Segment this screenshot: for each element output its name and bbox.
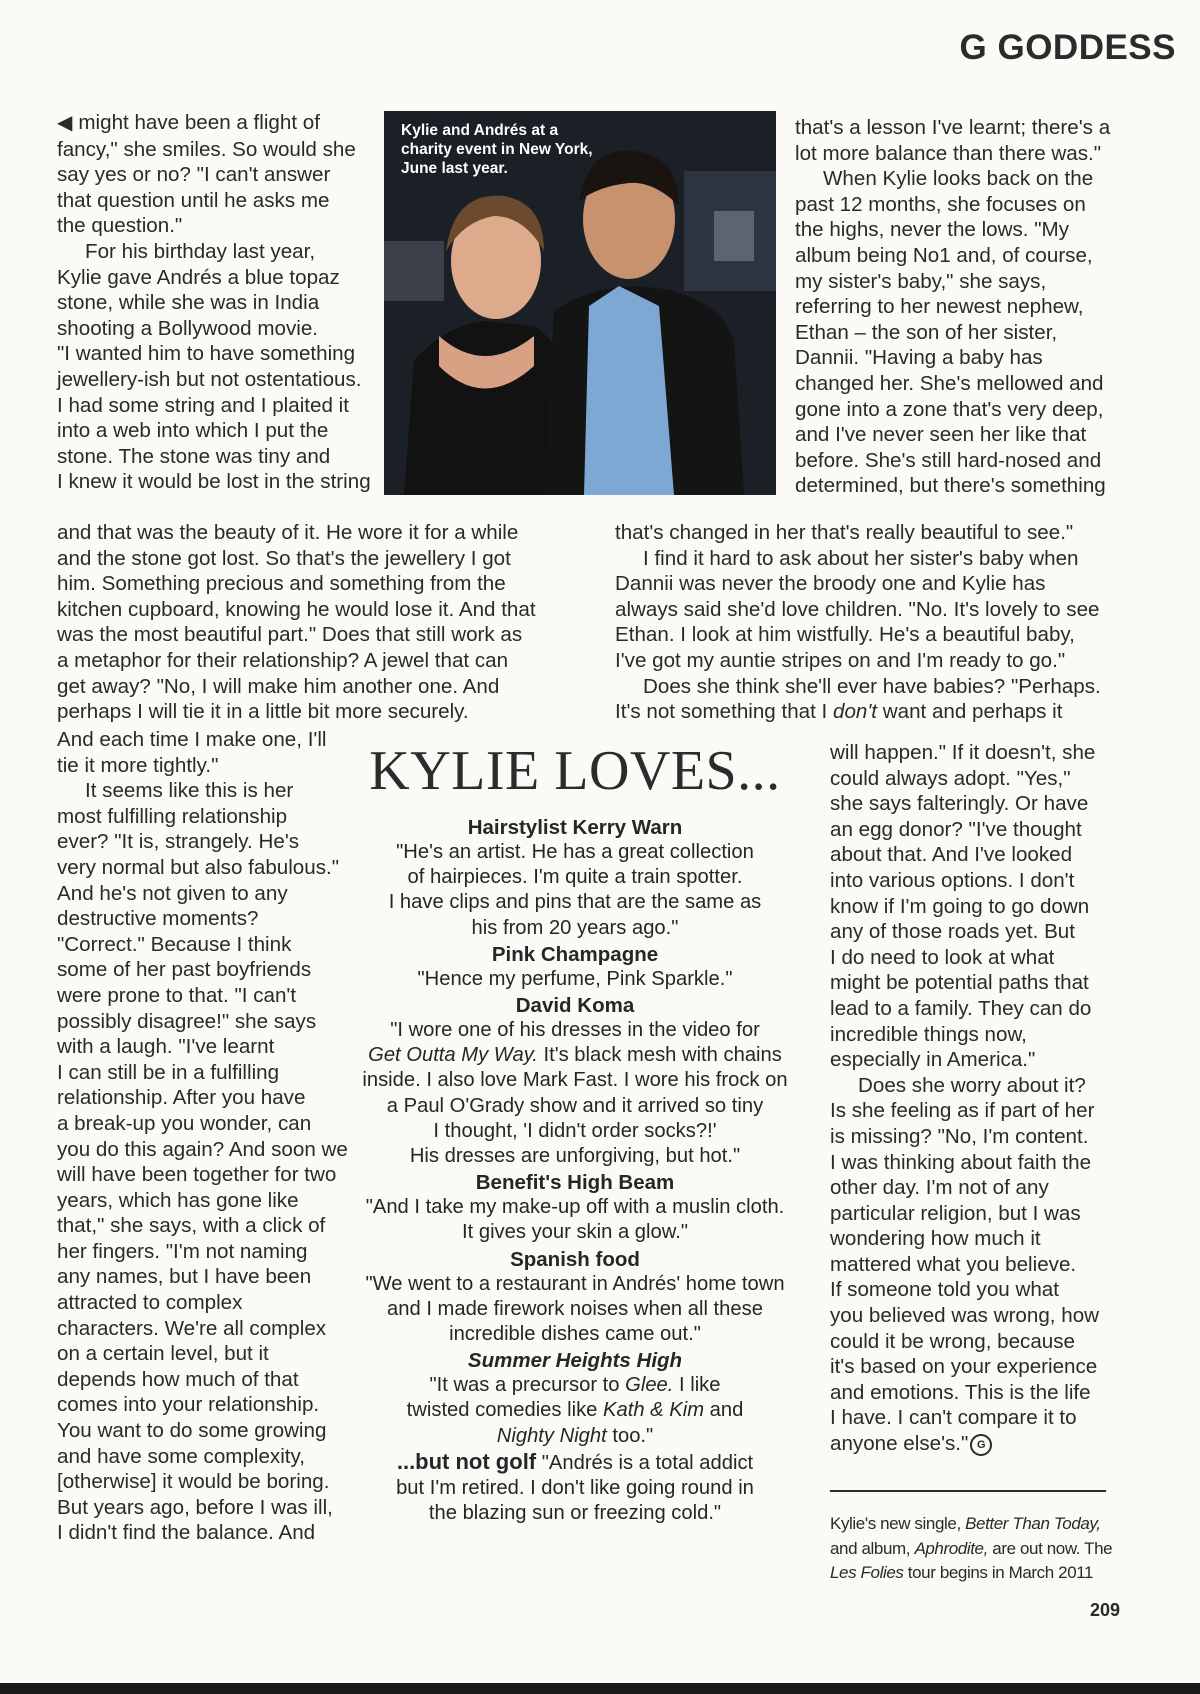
text-line: that question until he asks me <box>57 188 330 212</box>
text-line: I knew it would be lost in the string <box>57 470 371 494</box>
text-line: know if I'm going to go down <box>830 894 1090 918</box>
text-line: particular religion, but I was <box>830 1201 1081 1225</box>
text-line: I can still be in a fulfilling <box>57 1060 280 1084</box>
text-line: For his birthday last year, <box>85 239 316 263</box>
column1-top <box>57 110 375 495</box>
item-text: "And I take my make-up off with a muslin cloth. <box>365 1196 785 1219</box>
text-line: some of her past boyfriends <box>57 958 312 982</box>
text-line: shooting a Bollywood movie. <box>57 316 319 340</box>
text-line: a metaphor for their relationship? A jewel that can <box>57 648 509 672</box>
item-heading: Spanish food <box>510 1247 640 1271</box>
text-line: characters. We're all complex <box>57 1316 327 1340</box>
item-text: "He's an artist. He has a great collection <box>396 841 754 863</box>
text-line: I had some string and I plaited it <box>57 393 349 417</box>
text-line: and emotions. This is the life <box>830 1380 1091 1404</box>
item-text: "I wore one of his dresses in the video for <box>390 1019 760 1042</box>
text-line: wondering how much it <box>830 1227 1041 1251</box>
text-line: always said she'd love children. "No. It's lovely to see <box>615 597 1100 621</box>
text-line: most fulfilling relationship <box>57 804 288 828</box>
text-line: lot more balance than there was." <box>795 141 1102 165</box>
text-line: It seems like this is her <box>85 779 294 803</box>
text-line: Ethan. I look at him wistfully. He's a beautiful baby, <box>615 623 1075 647</box>
text-line: destructive moments? <box>57 907 259 931</box>
item-text: I thought, 'I didn't order socks?!' <box>433 1119 717 1142</box>
item-heading: Benefit's High Beam <box>475 1171 675 1195</box>
text-line: into a web into which I put the <box>57 419 329 443</box>
text-line: was the most beautiful part." Does that still work as <box>57 623 523 647</box>
text-line: and I've never seen her like that <box>795 423 1087 447</box>
text-line: "I wanted him to have something <box>57 342 356 366</box>
text-line: other day. I'm not of any <box>830 1176 1049 1200</box>
item-text: and I made firework noises when all these <box>387 1297 763 1320</box>
text-line: could always adopt. "Yes," <box>830 766 1071 790</box>
panel-title: KYLIE LOVES... <box>369 740 781 802</box>
item-heading: Pink Champagne <box>491 942 659 966</box>
footnote-line: and album, Aphrodite, are out now. The <box>830 1538 1113 1558</box>
text-line: changed her. She's mellowed and <box>795 371 1104 395</box>
text-line: and the stone got lost. So that's the jewellery I got <box>57 546 511 570</box>
text-line: possibly disagree!" she says <box>57 1009 317 1033</box>
footnote <box>830 1512 1130 1586</box>
item-text: of hairpieces. I'm quite a train spotter. <box>407 866 743 889</box>
item-heading: David Koma <box>515 994 635 1018</box>
text-line: determined, but there's something <box>795 474 1106 498</box>
text-line: It's not something that I don't want and perhaps it <box>615 700 1063 724</box>
item-text: the blazing sun or freezing cold." <box>428 1502 722 1525</box>
column3-top <box>795 115 1135 499</box>
golf-lead: ...but not golf <box>396 1448 537 1474</box>
text-line: tie it more tightly." <box>57 753 219 777</box>
text-line: referring to her newest nephew, <box>795 295 1084 319</box>
text-line: that's a lesson I've learnt; there's a <box>795 116 1111 139</box>
text-line: lead to a family. They can do <box>830 996 1092 1020</box>
text-line: could it be wrong, because <box>830 1329 1075 1353</box>
text-line: mattered what you believe. <box>830 1252 1077 1276</box>
text-line: say yes or no? "I can't answer <box>57 163 331 187</box>
text-line: the question." <box>57 214 183 238</box>
text-line: will have been together for two <box>57 1163 337 1187</box>
text-line: And each time I make one, I'll <box>57 728 327 751</box>
item-text: incredible dishes came out." <box>449 1323 701 1346</box>
item-text: ...but not golf "Andrés is a total addict <box>396 1448 754 1474</box>
text-line: about that. And I've looked <box>830 843 1073 867</box>
text-line: I have. I can't compare it to <box>830 1406 1077 1430</box>
text-line: her fingers. "I'm not naming <box>57 1239 308 1263</box>
text-line: comes into your relationship. <box>57 1393 320 1417</box>
item-text: but I'm retired. I don't like going round in <box>396 1477 754 1500</box>
footnote-line: Les Folies tour begins in March 2011 <box>830 1563 1094 1582</box>
item-text: Nighty Night too." <box>496 1424 654 1447</box>
text-line: Is she feeling as if part of her <box>830 1099 1095 1123</box>
text-line: years, which has gone like <box>57 1188 299 1212</box>
item-text: "We went to a restaurant in Andrés' home town <box>365 1272 785 1295</box>
text-line: an egg donor? "I've thought <box>830 817 1082 841</box>
text-line: incredible things now, <box>830 1022 1027 1046</box>
text-line: Ethan – the son of her sister, <box>795 320 1058 344</box>
text-line: any of those roads yet. But <box>830 920 1075 944</box>
item-text: his from 20 years ago." <box>471 916 679 939</box>
text-line: album being No1 and, of course, <box>795 243 1093 267</box>
item-text: "It was a precursor to Glee. I like <box>429 1374 721 1397</box>
footnote-line: Kylie's new single, Better Than Today, <box>830 1514 1101 1533</box>
text-line: you do this again? And soon we <box>57 1137 348 1161</box>
text-line: and that was the beauty of it. He wore it for a while <box>57 521 519 544</box>
item-heading: Hairstylist Kerry Warn <box>467 816 683 839</box>
text-line: I've got my auntie stripes on and I'm ready to go." <box>615 648 1066 672</box>
text-line: attracted to complex <box>57 1291 243 1315</box>
column3-wide <box>615 520 1175 725</box>
section-header: G GODDESS <box>959 28 1176 67</box>
photo <box>384 111 776 495</box>
item-text: a Paul O'Grady show and it arrived so tiny <box>386 1094 764 1117</box>
column1-narrow <box>57 727 357 1546</box>
text-line: If someone told you what <box>830 1278 1059 1302</box>
text-line: depends how much of that <box>57 1367 299 1391</box>
text-line: get away? "No, I will make him another one. And <box>57 674 500 698</box>
text-line: You want to do some growing <box>57 1419 327 1443</box>
text-line: ◀ might have been a flight of <box>57 111 320 134</box>
text-line: you believed was wrong, how <box>830 1304 1100 1328</box>
text-line: and have some complexity, <box>57 1444 306 1468</box>
text-line: on a certain level, but it <box>57 1342 269 1366</box>
item-text: "Hence my perfume, Pink Sparkle." <box>417 967 733 990</box>
item-heading: Summer Heights High <box>467 1349 683 1373</box>
text-line: I was thinking about faith the <box>830 1150 1092 1174</box>
footnote-divider <box>830 1490 1106 1492</box>
text-line: fancy," she smiles. So would she <box>57 137 356 161</box>
item-text: Get Outta My Way. It's black mesh with chains <box>368 1044 782 1067</box>
text-line: she says falteringly. Or have <box>830 792 1089 816</box>
text-line: perhaps I will tie it in a little bit more securely. <box>57 700 469 724</box>
text-line: any names, but I have been <box>57 1265 312 1289</box>
text-line: that," she says, with a click of <box>57 1214 326 1238</box>
item-text: twisted comedies like Kath & Kim and <box>406 1399 744 1422</box>
kylie-loves-panel <box>330 740 820 1526</box>
text-line: stone, while she was in India <box>57 291 320 315</box>
text-line: Does she worry about it? <box>858 1073 1086 1097</box>
end-mark-icon: G <box>970 1434 992 1456</box>
continue-arrow-icon: ◀ <box>57 112 73 134</box>
text-line: will happen." If it doesn't, she <box>830 741 1096 764</box>
text-line: into various options. I don't <box>830 868 1075 892</box>
text-line: Dannii was never the broody one and Kylie has <box>615 572 1046 596</box>
text-line: him. Something precious and something from the <box>57 572 506 596</box>
text-line: Dannii. "Having a baby has <box>795 346 1043 370</box>
text-line: Kylie gave Andrés a blue topaz <box>57 265 340 289</box>
text-line: before. She's still hard-nosed and <box>795 448 1102 472</box>
text-line: When Kylie looks back on the <box>823 167 1094 191</box>
item-text: It gives your skin a glow." <box>462 1221 688 1244</box>
text-line: I do need to look at what <box>830 945 1055 969</box>
text-line: a break-up you wonder, can <box>57 1111 312 1135</box>
text-line: stone. The stone was tiny and <box>57 444 331 468</box>
item-text: I have clips and pins that are the same as <box>388 891 762 914</box>
text-line: relationship. After you have <box>57 1086 306 1110</box>
text-line: And he's not given to any <box>57 881 288 905</box>
text-line: ever? "It is, strangely. He's <box>57 830 300 854</box>
text-line: especially in America." <box>830 1048 1036 1072</box>
text-line: it's based on your experience <box>830 1355 1098 1379</box>
item-text: inside. I also love Mark Fast. I wore his frock on <box>362 1069 788 1092</box>
text-line: is missing? "No, I'm content. <box>830 1124 1089 1148</box>
text-line: [otherwise] it would be boring. <box>57 1470 330 1494</box>
text-line: kitchen cupboard, knowing he would lose it. And that <box>57 597 536 621</box>
photo-caption: Kylie and Andrés at a charity event in New York, June last year. <box>401 122 593 177</box>
bottom-edge-strip <box>0 1683 1200 1694</box>
text-line: But years ago, before I was ill, <box>57 1495 333 1519</box>
text-line: were prone to that. "I can't <box>57 983 297 1007</box>
text-line: jewellery-ish but not ostentatious. <box>57 367 362 391</box>
text-line: Does she think she'll ever have babies? "Perhaps. <box>643 674 1101 698</box>
column3-narrow <box>830 740 1160 1457</box>
text-line: I didn't find the balance. And <box>57 1521 316 1545</box>
text-line: anyone else's." G <box>830 1431 1160 1457</box>
text-line: the highs, never the lows. "My <box>795 218 1070 242</box>
text-line: that's changed in her that's really beautiful to see." <box>615 521 1074 544</box>
text-line: I find it hard to ask about her sister's baby when <box>643 546 1079 570</box>
item-text: His dresses are unforgiving, but hot." <box>409 1145 741 1168</box>
page-number: 209 <box>1090 1600 1121 1620</box>
text-line: very normal but also fabulous." <box>57 855 340 879</box>
text-line: with a laugh. "I've learnt <box>57 1035 275 1059</box>
text-line: gone into a zone that's very deep, <box>795 397 1104 421</box>
text-line: might be potential paths that <box>830 971 1089 995</box>
text-line: "Correct." Because I think <box>57 932 292 956</box>
text-line: my sister's baby," she says, <box>795 269 1047 293</box>
text-line: past 12 months, she focuses on <box>795 192 1086 216</box>
